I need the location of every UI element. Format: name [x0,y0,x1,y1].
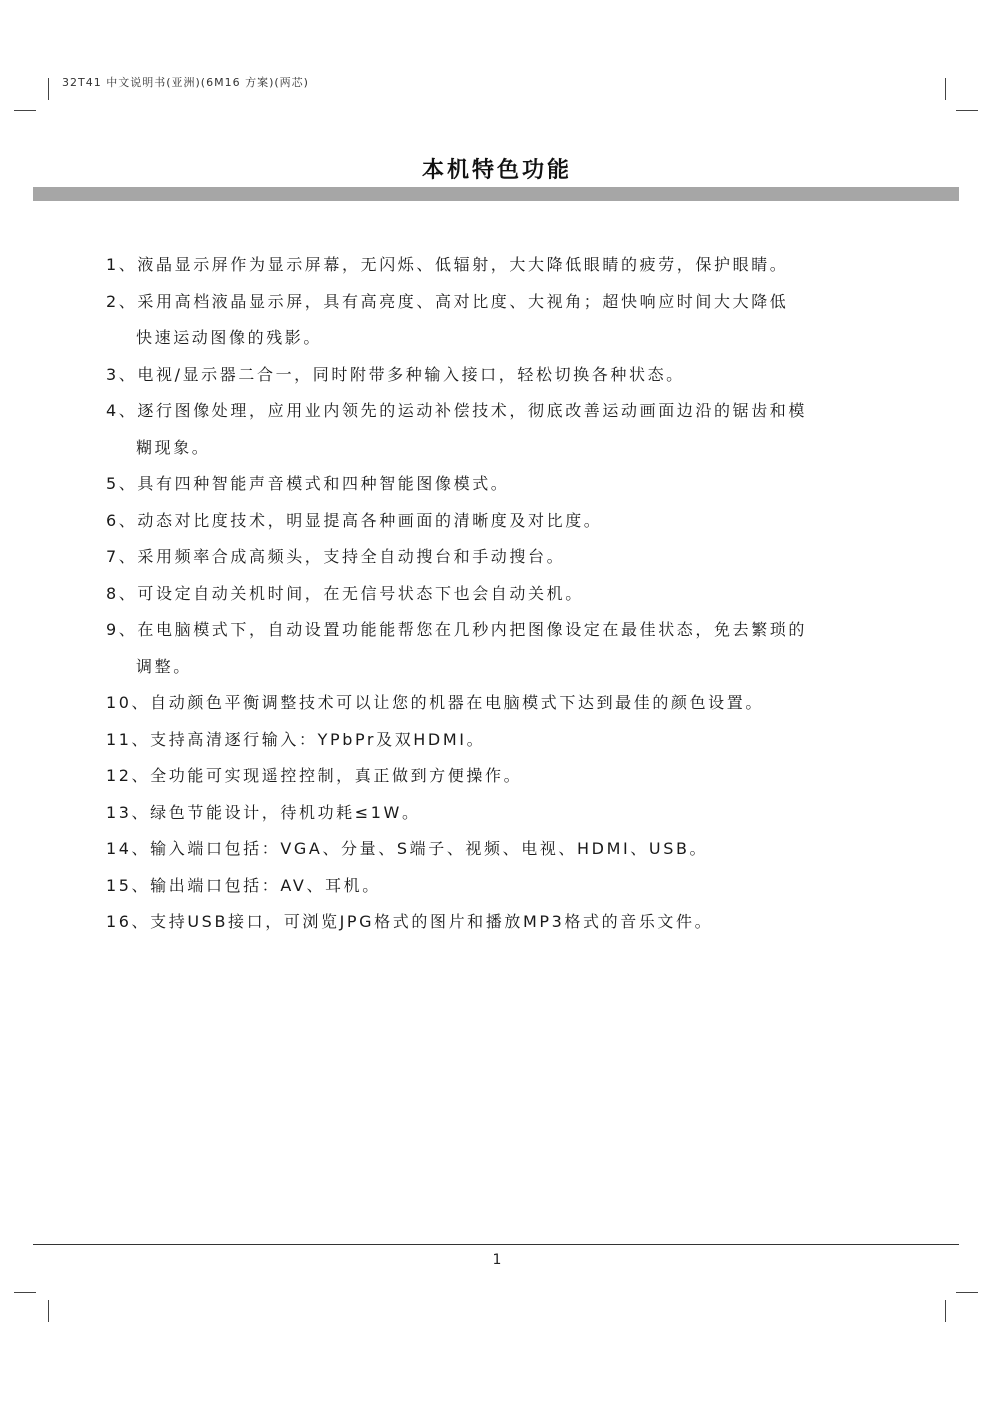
feature-item [106,539,906,576]
feature-item [106,247,906,284]
feature-text: 液晶显示屏作为显示屏幕，无闪烁、低辐射，大大降低眼睛的疲劳，保护眼睛。 [137,255,789,274]
footer-rule [33,1244,959,1245]
feature-number: 7、 [106,547,138,566]
feature-item [106,576,906,613]
feature-text: 电视/显示器二合一，同时附带多种输入接口，轻松切换各种状态。 [137,364,685,384]
crop-mark-bottom-right-vertical [945,1300,946,1322]
feature-text: 采用频率合成高频头，支持全自动搜台和手动搜台。 [137,547,566,566]
feature-item [106,685,906,722]
feature-number: 5、 [106,474,138,493]
crop-mark-top-right-vertical [945,78,946,100]
feature-text: 支持USB接口，可浏览JPG格式的图片和播放MP3格式的音乐文件。 [150,912,714,931]
feature-text-continuation: 糊现象。 [136,437,211,457]
feature-text: 逐行图像处理，应用业内领先的运动补偿技术，彻底改善运动画面边沿的锯齿和模 [137,401,807,420]
feature-text: 可设定自动关机时间，在无信号状态下也会自动关机。 [137,583,584,603]
feature-number: 15、 [106,875,151,895]
feature-number: 12、 [106,766,151,785]
feature-item [106,503,906,540]
page-number: 1 [492,1252,502,1268]
feature-item [106,284,906,357]
crop-mark-top-left-vertical [48,78,49,100]
feature-item [106,466,906,503]
feature-item [106,758,906,795]
feature-item [106,612,906,685]
feature-text: 采用高档液晶显示屏，具有高亮度、高对比度、大视角；超快响应时间大大降低 [137,291,789,311]
feature-text: 输出端口包括：AV、耳机。 [150,875,381,895]
feature-list [106,247,906,941]
feature-number: 16、 [106,912,151,931]
crop-mark-top-right-horizontal [956,110,978,111]
document-header-label: 32T41 中文说明书(亚洲)(6M16 方案)(两芯) [62,76,309,89]
feature-number: 6、 [106,510,138,530]
feature-number: 11、 [106,729,151,749]
feature-number: 3、 [106,364,138,384]
feature-number: 8、 [106,583,138,603]
feature-item [106,831,906,868]
feature-number: 14、 [106,839,151,858]
feature-number: 10、 [106,693,151,712]
feature-text: 自动颜色平衡调整技术可以让您的机器在电脑模式下达到最佳的颜色设置。 [150,693,764,712]
feature-text: 输入端口包括：VGA、分量、S端子、视频、电视、HDMI、USB。 [150,839,709,858]
crop-mark-bottom-left-horizontal [14,1292,36,1293]
feature-number: 13、 [106,802,151,822]
feature-number: 2、 [106,291,138,311]
crop-mark-bottom-left-vertical [48,1300,49,1322]
feature-text: 在电脑模式下，自动设置功能能帮您在几秒内把图像设定在最佳状态，免去繁琐的 [137,620,807,639]
feature-number: 4、 [106,401,138,420]
title-underline-bar [33,187,959,201]
feature-text: 支持高清逐行输入：YPbPr及双HDMI。 [150,729,486,749]
feature-text-continuation: 快速运动图像的残影。 [136,328,323,347]
feature-text: 动态对比度技术，明显提高各种画面的清晰度及对比度。 [137,510,603,530]
feature-item [106,868,906,905]
feature-item [106,393,906,466]
feature-number: 1、 [106,255,138,274]
crop-mark-bottom-right-horizontal [956,1292,978,1293]
feature-text: 全功能可实现遥控控制，真正做到方便操作。 [150,766,523,785]
feature-number: 9、 [106,620,138,639]
feature-item [106,904,906,941]
page-title: 本机特色功能 [421,158,572,183]
feature-item [106,357,906,394]
feature-item [106,795,906,832]
feature-text-continuation: 调整。 [136,656,192,676]
feature-text: 具有四种智能声音模式和四种智能图像模式。 [137,474,510,493]
feature-text: 绿色节能设计，待机功耗≤1W。 [150,802,421,822]
feature-item [106,722,906,759]
crop-mark-top-left-horizontal [14,110,36,111]
